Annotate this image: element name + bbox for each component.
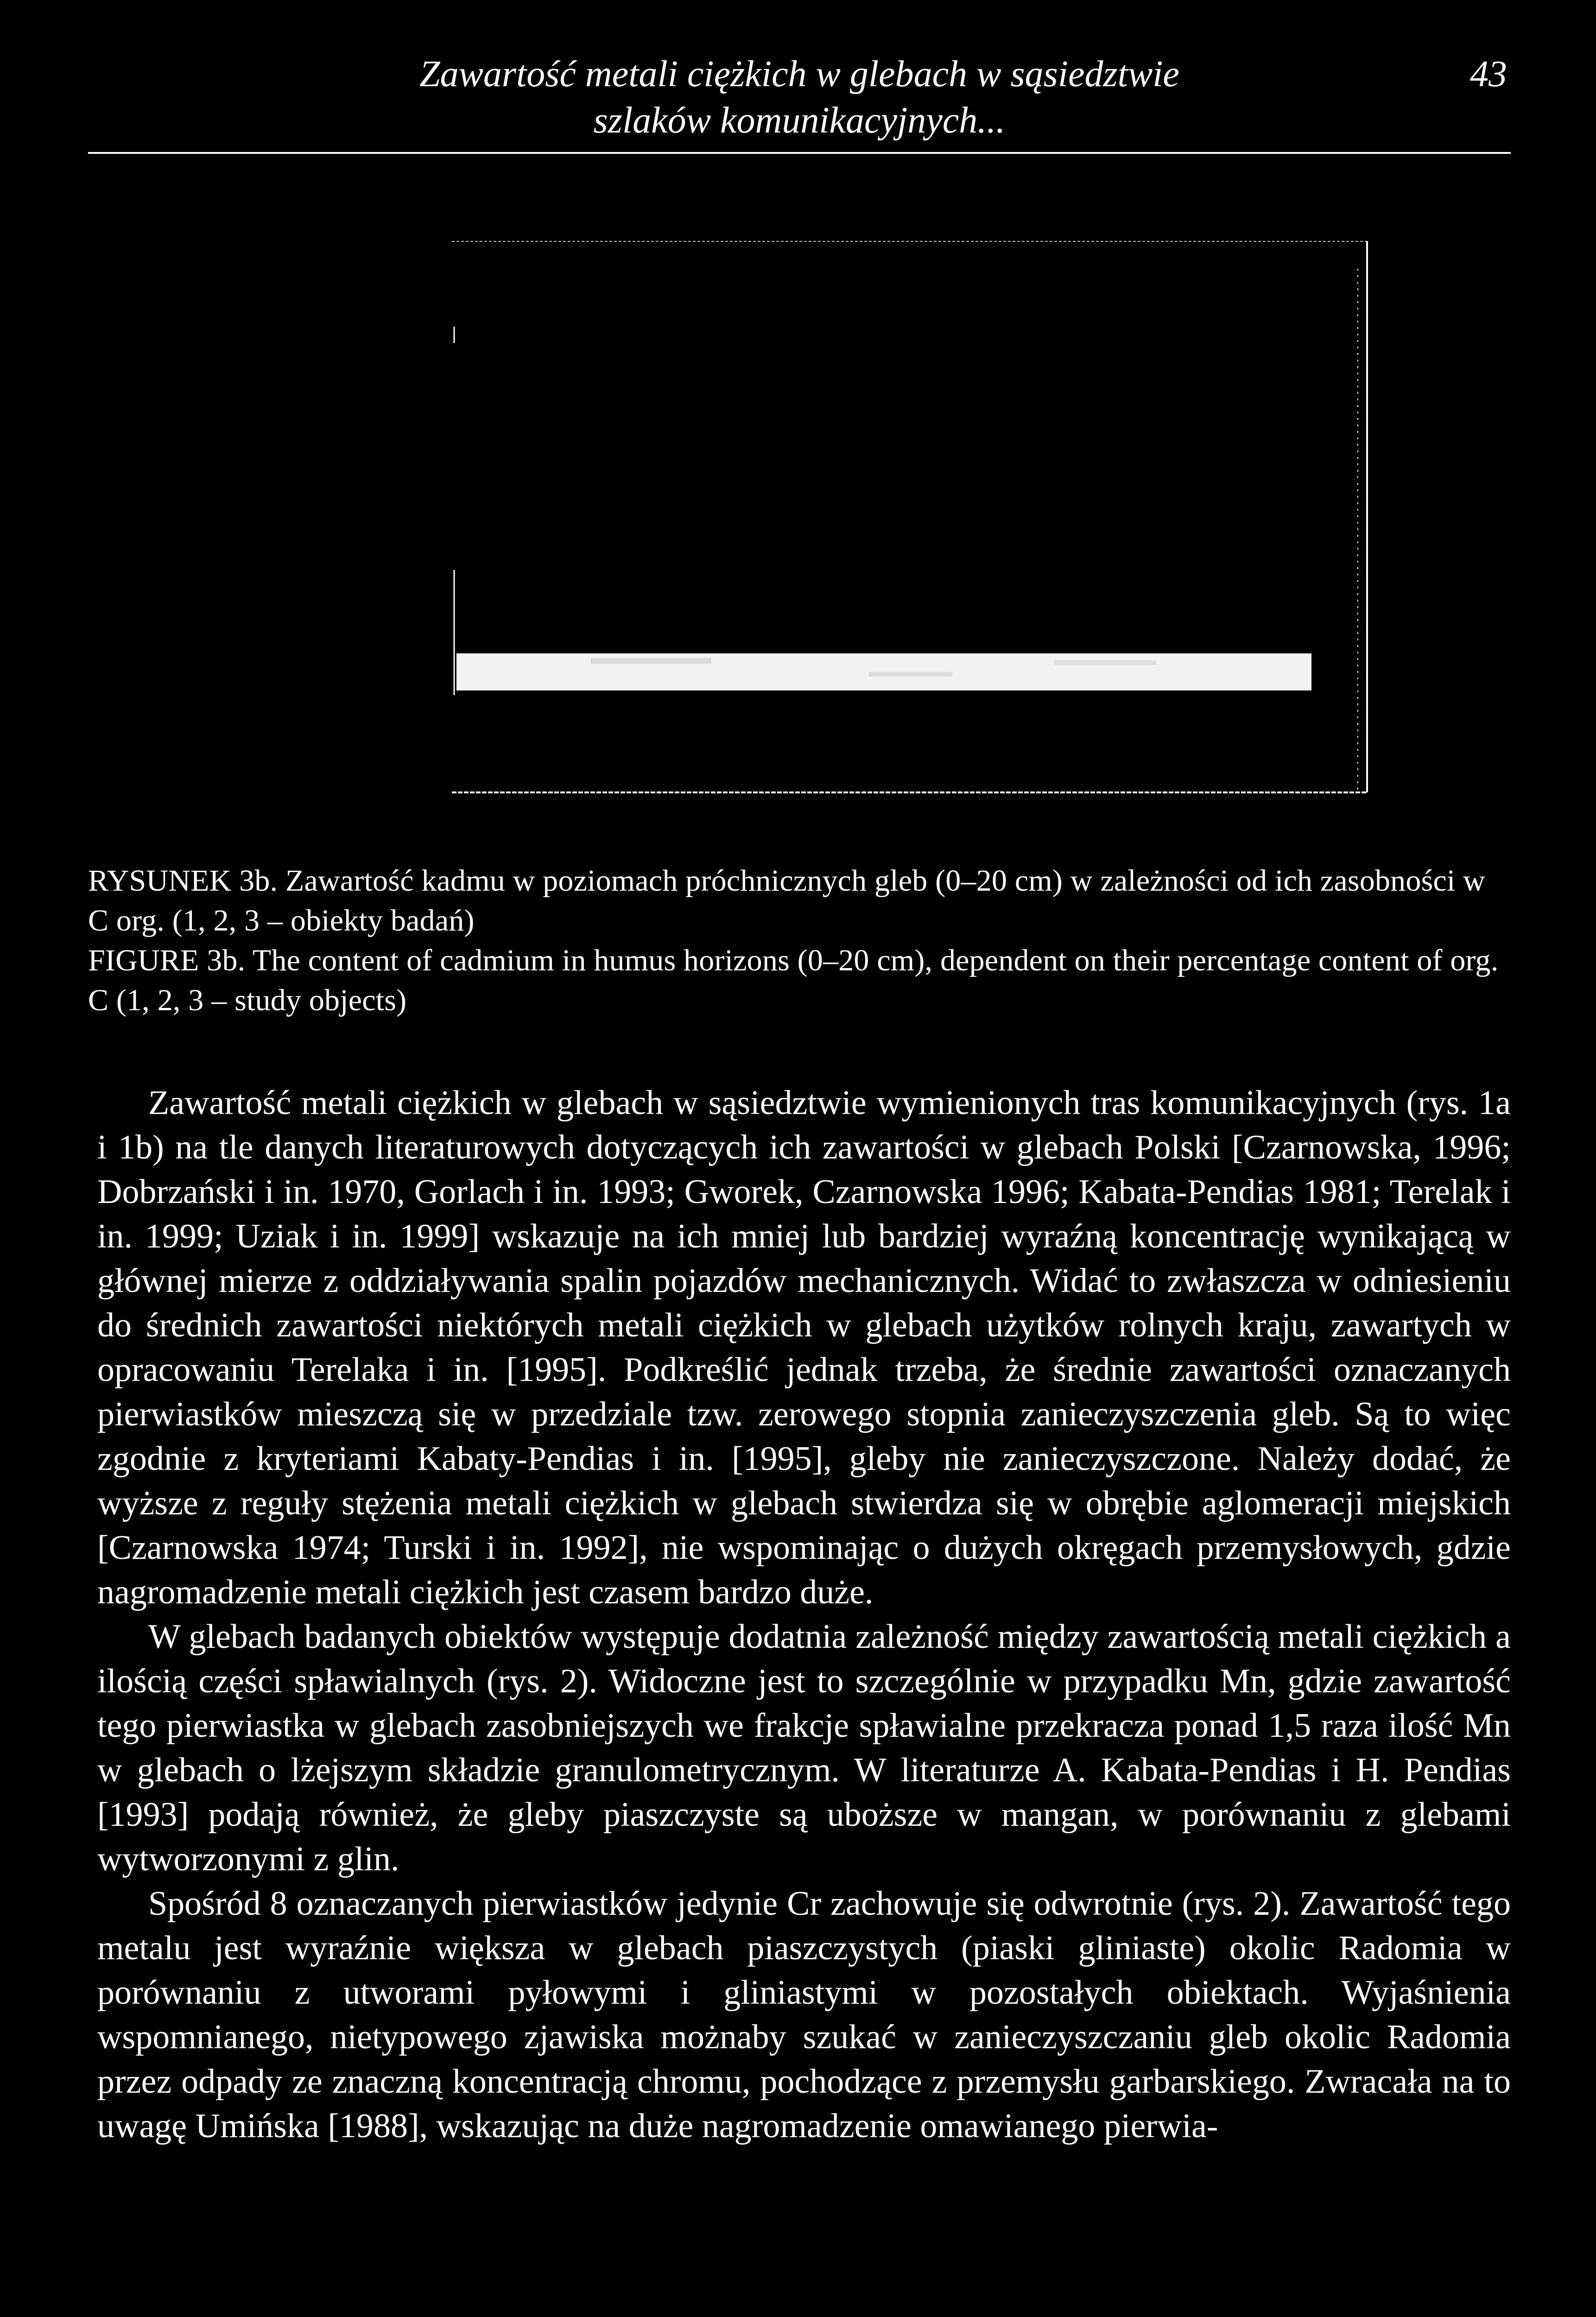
running-header (88, 46, 1511, 154)
running-title (88, 51, 1511, 144)
caption-polish: RYSUNEK 3b. Zawartość kadmu w poziomach próchnicznych gleb (0–20 cm) w zależności od ich zasobności w C org. (1, 2, 3 – obiekty badań) (88, 864, 1486, 937)
page-number: 43 (1470, 54, 1507, 95)
running-title-line-1: Zawartość metali ciężkich w glebach w sąsiedztwie (419, 54, 1179, 95)
body-paragraph-3: Spośród 8 oznaczanych pierwiastków jedynie Cr zachowuje się odwrotnie (rys. 2). Zawartość tego metalu jest wyraźnie większa w glebach piaszczystych (piaski gliniaste) okolic Radomia w porównaniu z utworami pyłowymi i gliniastymi w pozostałych obiektach. Wyjaśnienia wspomnianego, nietypowego zjawiska możnaby szukać w zanieczyszczaniu gleb okolic Radomia przez odpady ze znaczną koncentracją chromu, pochodzące z przemysłu garbarskiego. Zwracała na to uwagę Umińska [1988], wskazując na duże nagromadzenie omawianego pierwia- (97, 1885, 1511, 2145)
figure-caption (88, 861, 1511, 1020)
band-texture-2 (869, 672, 952, 677)
body-text (97, 1081, 1511, 2148)
band-texture-1 (591, 658, 711, 664)
body-paragraph-2: W glebach badanych obiektów występuje dodatnia zależność między zawartością metali ciężkich a ilością części spławialnych (rys. 2). Widoczne jest to szczególnie w przypadku Mn, gdzie zawartość tego pierwiastka w glebach zasobniejszych we frakcje spławialne przekracza ponad 1,5 raza ilość Mn w glebach o lżejszym składzie granulometrycznym. W literaturze A. Kabata-Pendias i H. Pendias [1993] podają również, że gleby piaszczyste są uboższe w mangan, w porównaniu z glebami wytworzonymi z glin. (97, 1618, 1511, 1878)
running-title-line-2: szlaków komunikacyjnych... (593, 100, 1006, 141)
body-paragraph-1: Zawartość metali ciężkich w glebach w sąsiedztwie wymienionych tras komunikacyjnych (rys. 1a i 1b) na tle danych literaturowych dotyczących ich zawartości w glebach Polski [Czarnowska, 1996; Dobrzański i in. 1970, Gorlach i in. 1993; Gworek, Czarnowska 1996; Kabata-Pendias 1981; Terelak i in. 1999; Uziak i in. 1999] wskazuje na ich mniej lub bardziej wyraźną koncentrację wynikającą w głównej mierze z oddziaływania spalin pojazdów mechanicznych. Widać to zwłaszcza w odniesieniu do średnich zawartości niektórych metali ciężkich w glebach użytków rolnych kraju, zawartych w opracowaniu Terelaka i in. [1995]. Podkreślić jednak trzeba, że średnie zawartości oznaczanych pierwiastków mieszczą się w przedziale tzw. zerowego stopnia zanieczyszczenia gleb. Są to więc zgodnie z kryteriami Kabaty-Pendias i in. [1995], gleby nie zanieczyszczone. Należy dodać, że wyższe z reguły stężenia metali ciężkich w glebach stwierdza się w obrębie aglomeracji miejskich [Czarnowska 1974; Turski i in. 1992], nie wspominając o dużych okręgach przemysłowych, gdzie nagromadzenie metali ciężkich jest czasem bardzo duże. (97, 1084, 1511, 1611)
band-texture-3 (1054, 660, 1156, 665)
caption-english: FIGURE 3b. The content of cadmium in humus horizons (0–20 cm), dependent on their percentage content of org. C (1, 2, 3 – study objects) (88, 943, 1499, 1017)
figure-3b-graphic (452, 241, 1369, 797)
figure-3b (452, 241, 1369, 797)
